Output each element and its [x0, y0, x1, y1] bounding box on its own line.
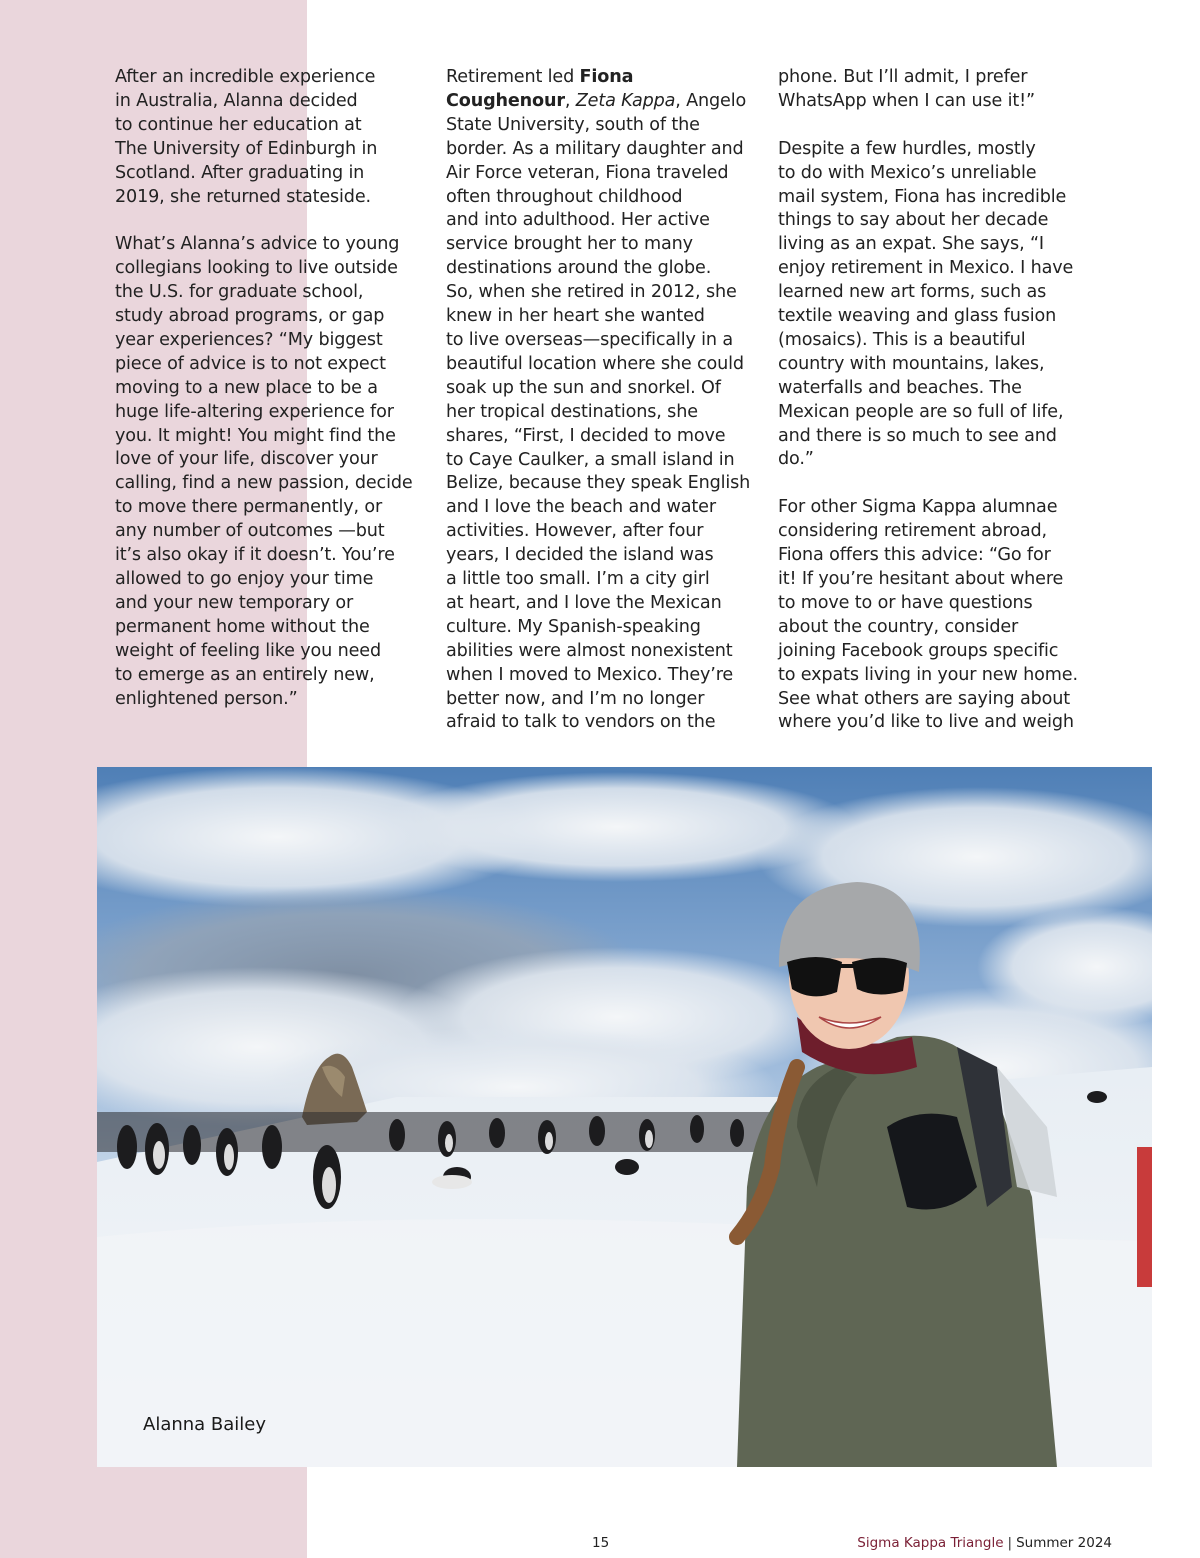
- person-name: Fiona Coughenour: [446, 67, 634, 111]
- punctuation: ,: [564, 90, 576, 111]
- page-number: 15: [592, 1535, 610, 1551]
- issue-label: Summer 2024: [1016, 1535, 1112, 1551]
- paragraph: [446, 66, 766, 735]
- publication-name: Sigma Kappa Triangle: [857, 1535, 1004, 1551]
- text-column-2: [446, 66, 766, 735]
- red-pole: [1137, 1147, 1152, 1287]
- sunglasses: [787, 957, 842, 996]
- paragraph-intro: Retirement led: [446, 67, 580, 87]
- text-column-3: [778, 66, 1098, 735]
- penguin-lying: [432, 1175, 472, 1189]
- chapter-name: Zeta Kappa: [575, 90, 676, 111]
- paragraph: phone. But I’ll admit, I prefer WhatsApp when I can use it!”: [778, 67, 1035, 111]
- footer-publication-info: [857, 1535, 1112, 1551]
- photo-caption: Alanna Bailey: [143, 1414, 267, 1435]
- paragraph-body: , Angelo State University, south of the border. As a military daughter and Air Force veteran, Fiona traveled often throughout childhood and into adulthood. Her active service brought her to many destinations around the globe. So, when she retired in 2012, she knew in her heart she wanted to live overseas—specifically in a beautiful location where she could soak up the sun and snorkel. Of her tropical destinations, she shares, “First, I decided to move to Caye Caulker, a small island in Belize, because they speak English and I love the beach and water activities. However, after four years, I decided the island was a little too small. I’m a city girl at heart, and I love the Mexican culture. My Spanish-speaking abilities were almost nonexistent when I moved to Mexico. They’re better now, and I’m no longer afraid to talk to vendors on the: [446, 90, 751, 733]
- paragraph: Despite a few hurdles, mostly to do with Mexico’s unreliable mail system, Fiona has incredible things to say about her decade living as an expat. She says, “I enjoy retirement in Mexico. I have learned new art forms, such as textile weaving and glass fusion (mosaics). This is a beautiful country with mountains, lakes, waterfalls and beaches. The Mexican people are so full of life, and there is so much to see and do.”: [778, 138, 1074, 470]
- photo-illustration: [97, 767, 1152, 1467]
- paragraph: For other Sigma Kappa alumnae considering retirement abroad, Fiona offers this advice: “Go for it! If you’re hesitant about where to move to or have questions about the country, consider joining Facebook groups specific to expats living in your new home. See what others are saying about where you’d like to live and weigh: [778, 497, 1078, 733]
- footer-separator: |: [1007, 1535, 1013, 1551]
- text-column-1: [115, 66, 435, 711]
- paragraph: After an incredible experience in Australia, Alanna decided to continue her education at The University of Edinburgh in Scotland. After graduating in 2019, she returned stateside.: [115, 67, 378, 207]
- paragraph: What’s Alanna’s advice to young collegians looking to live outside the U.S. for graduate school, study abroad programs, or gap year experiences? “My biggest piece of advice is to not expect moving to a new place to be a huge life-altering experience for you. It might! You might find the love of your life, discover your calling, find a new passion, decide to move there permanently, or any number of outcomes —but it’s also okay if it doesn’t. You’re allowed to go enjoy your time and your new temporary or permanent home without the weight of feeling like you need to emerge as an entirely new, enlightened person.”: [115, 234, 413, 709]
- antarctica-photo: [97, 767, 1152, 1467]
